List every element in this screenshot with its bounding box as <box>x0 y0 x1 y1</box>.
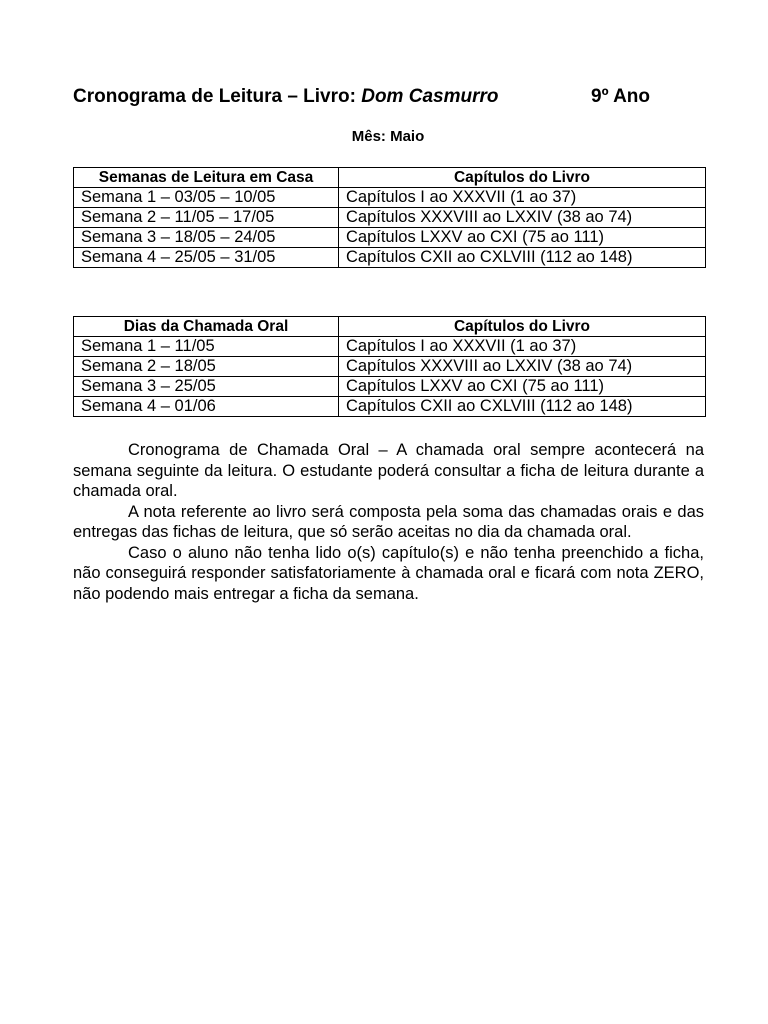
title-prefix: Cronograma de Leitura – Livro: <box>73 86 362 107</box>
title-text <box>73 86 498 108</box>
document-title <box>73 86 673 110</box>
table-row <box>74 337 706 357</box>
column-header-chapters: Capítulos do Livro <box>339 317 706 337</box>
column-header-weeks: Semanas de Leitura em Casa <box>74 168 339 188</box>
table-row <box>74 357 706 377</box>
week-cell: Semana 2 – 18/05 <box>74 357 339 377</box>
week-cell: Semana 4 – 25/05 – 31/05 <box>74 248 339 268</box>
week-cell: Semana 3 – 25/05 <box>74 377 339 397</box>
table-row <box>74 377 706 397</box>
column-header-chapters: Capítulos do Livro <box>339 168 706 188</box>
table-row <box>74 208 706 228</box>
chapters-cell: Capítulos CXII ao CXLVIII (112 ao 148) <box>339 248 706 268</box>
table-row <box>74 397 706 417</box>
chapters-cell: Capítulos XXXVIII ao LXXIV (38 ao 74) <box>339 208 706 228</box>
table-row <box>74 228 706 248</box>
week-cell: Semana 2 – 11/05 – 17/05 <box>74 208 339 228</box>
column-header-oral-days: Dias da Chamada Oral <box>74 317 339 337</box>
week-cell: Semana 1 – 11/05 <box>74 337 339 357</box>
paragraph-oral-schedule: Cronograma de Chamada Oral – A chamada oral sempre acontecerá na semana seguinte da leitura. O estudante poderá consultar a ficha de leitura durante a chamada oral. <box>73 441 704 500</box>
week-cell: Semana 3 – 18/05 – 24/05 <box>74 228 339 248</box>
table-row <box>74 188 706 208</box>
table-header-row <box>74 317 706 337</box>
week-cell: Semana 1 – 03/05 – 10/05 <box>74 188 339 208</box>
chapters-cell: Capítulos I ao XXXVII (1 ao 37) <box>339 188 706 208</box>
paragraph-penalty: Caso o aluno não tenha lido o(s) capítulo(s) e não tenha preenchido a ficha, não conseguirá responder satisfatoriamente à chamada oral e ficará com nota ZERO, não podendo mais entregar a ficha da semana. <box>73 543 704 603</box>
week-cell: Semana 4 – 01/06 <box>74 397 339 417</box>
paragraph-grading: A nota referente ao livro será composta pela soma das chamadas orais e das entregas das fichas de leitura, que só serão aceitas no dia da chamada oral. <box>73 502 704 541</box>
chapters-cell: Capítulos CXII ao CXLVIII (112 ao 148) <box>339 397 706 417</box>
month-heading <box>0 128 768 145</box>
reading-schedule-table <box>73 167 706 268</box>
chapters-cell: Capítulos LXXV ao CXI (75 ao 111) <box>339 377 706 397</box>
book-title: Dom Casmurro <box>361 86 499 107</box>
chapters-cell: Capítulos LXXV ao CXI (75 ao 111) <box>339 228 706 248</box>
grade-label: 9º Ano <box>591 86 651 107</box>
oral-exam-table <box>73 316 706 417</box>
table-header-row <box>74 168 706 188</box>
chapters-cell: Capítulos I ao XXXVII (1 ao 37) <box>339 337 706 357</box>
table-row <box>74 248 706 268</box>
instructions-text <box>73 440 704 604</box>
month-label: Mês: Maio <box>351 128 425 145</box>
chapters-cell: Capítulos XXXVIII ao LXXIV (38 ao 74) <box>339 357 706 377</box>
